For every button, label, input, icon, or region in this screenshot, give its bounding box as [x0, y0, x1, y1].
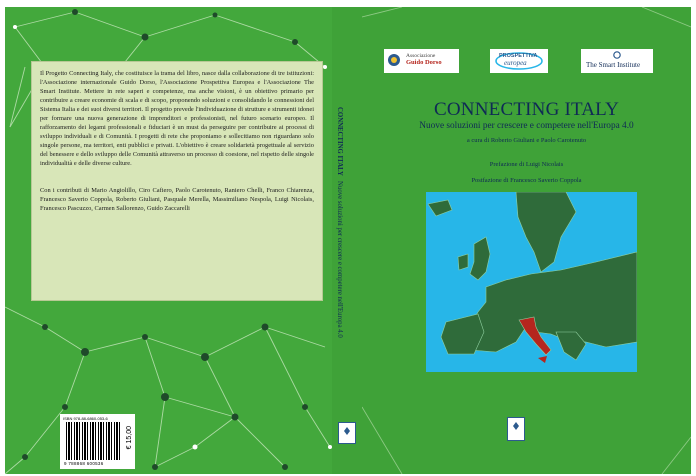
postface-line: Postfazione di Francesco Saverio Coppola: [471, 177, 582, 184]
back-cover: [5, 7, 332, 474]
guido-dorso-emblem-icon: [387, 53, 401, 67]
barcode-bars: [66, 422, 122, 460]
smart-institute-label: The Smart Institute: [586, 61, 641, 69]
curator-line: a cura di Roberto Giuliani e Paolo Carotenuto: [466, 137, 587, 144]
back-cover-blurb-box: [31, 61, 323, 301]
guido-dorso-label: Guido Dorso: [406, 59, 442, 66]
price-tag: € 15,00: [126, 426, 133, 450]
publisher-emblem-icon: [511, 421, 521, 431]
spine-text: [336, 107, 343, 338]
contributors-text: Con i contributi di Mario Angiolillo, Ciro Cafiero, Paolo Carotenuto, Raniero Chelli, Franco Chiarenza, Francesco Saverio Coppola, Roberto Giuliani, Pasquale Merella, Massimiliano Nespola, Luigi Nicolais, Francesco Pascuzzo, Carmen Sallorenzo, Guido Zaccarelli: [40, 187, 314, 212]
barcode-digits: 9 788868 600536: [64, 461, 104, 466]
prospettiva-europea-logo: [490, 49, 548, 73]
smart-institute-emblem-icon: [613, 50, 621, 60]
publisher-logo-spine: [338, 422, 356, 444]
prospettiva-label: PROSPETTIVA: [499, 53, 538, 59]
guido-dorso-small-label: Associazione: [406, 53, 436, 59]
barcode-label: [60, 414, 135, 469]
spine-subtitle: Nuove soluzioni per crescere e competere nell'Europa 4.0: [336, 181, 343, 338]
book-title: CONNECTING ITALY: [434, 99, 619, 120]
front-cover: [362, 7, 691, 474]
blurb-text: Il Progetto Connecting Italy, che costituisce la trama del libro, nasce dalla collaborazione di tre istituzioni: l'Associazione internazionale Guido Dorso, l'Associazione Prospettiva Europea e l'Associazione The Smart Institute. Mettere in rete saperi e competenze, ma anche visioni, è un obiettivo primario per contribuire a creare economie di scala e di scopo, proponendo soluzioni e consolidando le connessioni del Sistema Italia e dei suoi diversi territori. Il progetto prevede l'individuazione di strutture e strumenti idonei per formare una nuova generazione di imprenditori e professionisti, nel futuro scenario europeo. Il rafforzamento dei legami professionali e fiduciari è un must da perseguire per contribuire ai processi di sviluppo individuali e di Comunità. I progetti di rete che proponiamo e sollecitiamo non riguardano solo singole persone, ma territori, enti pubblici e privati. L'obiettivo è creare solidarietà progettuale al servizio del benessere e dello sviluppo delle Comunità attraverso un processo di coesione, nel rispetto delle singole individualità e delle diverse culture.: [40, 70, 314, 167]
guido-dorso-logo: [384, 49, 459, 73]
book-subtitle: Nuove soluzioni per crescere e competere nell'Europa 4.0: [419, 121, 634, 131]
isbn-text: ISBN 978-88-6860-053-6: [63, 416, 108, 421]
map-ireland: [458, 254, 468, 270]
europe-map: [426, 192, 637, 372]
smart-institute-logo: [581, 49, 653, 73]
book-spine: [332, 7, 362, 474]
europea-label: europea: [504, 59, 527, 67]
partner-logos: [362, 49, 691, 75]
preface-line: Prefazione di Luigi Nicolais: [489, 161, 564, 168]
publisher-emblem-icon: [342, 426, 352, 436]
spine-title: CONNECTING ITALY: [336, 107, 343, 176]
publisher-logo-front: [507, 417, 525, 441]
